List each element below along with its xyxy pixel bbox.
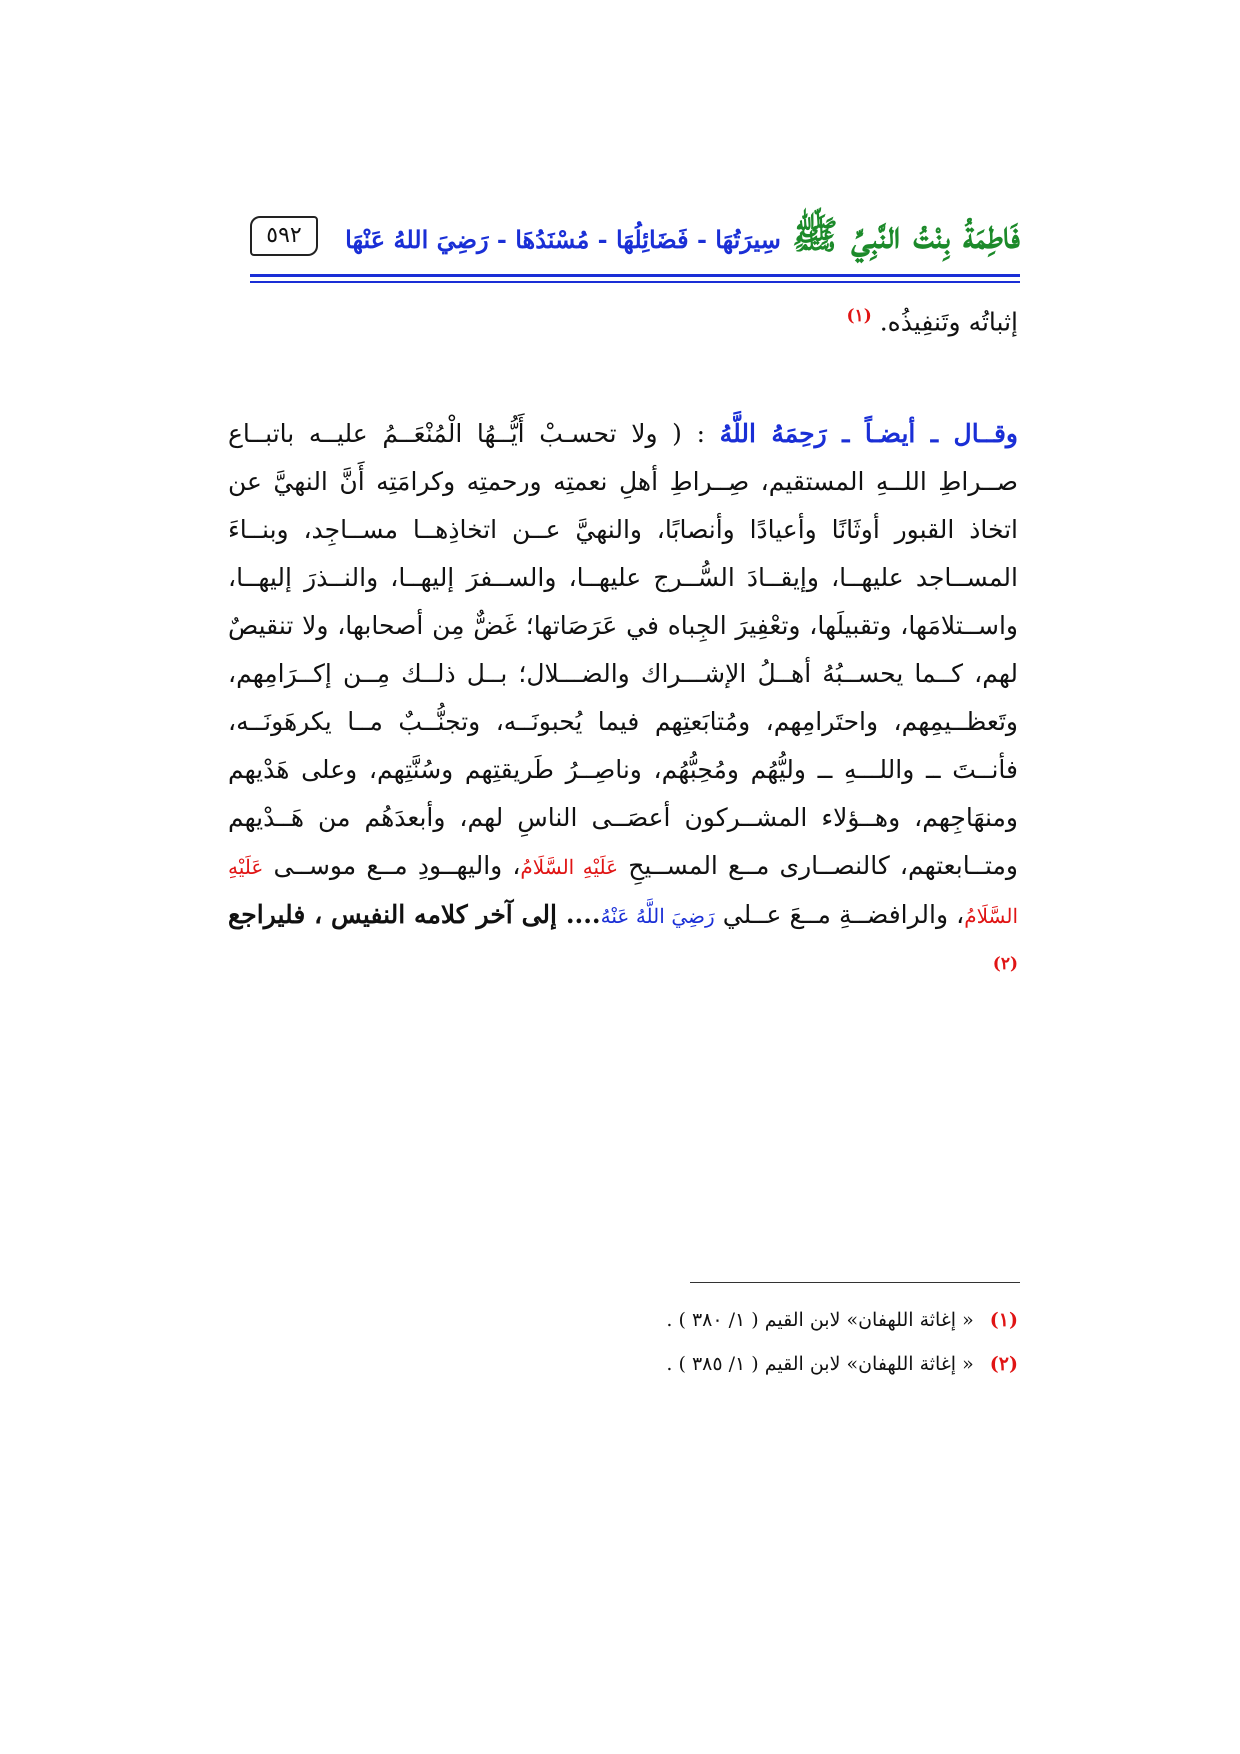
honorific-peace-1: عَلَيْهِ السَّلَامُ xyxy=(520,855,619,880)
running-header xyxy=(250,212,1020,272)
paragraph-1 xyxy=(228,292,1018,346)
footnote-ref-1[interactable]: (١) xyxy=(846,306,872,326)
page-number: ٥٩٢ xyxy=(250,216,318,256)
main-text xyxy=(228,292,1018,995)
footnote-ref-2[interactable]: (٢) xyxy=(992,954,1018,975)
speaker-intro: وقــال ـ أيضـاً ـ رَحِمَهُ اللَّهُ xyxy=(719,419,1018,449)
quote-text-2: ، واليهــودِ مــع موســى xyxy=(273,851,521,881)
honorific-pleased: رَضِيَ اللَّهُ عَنْهُ xyxy=(600,904,715,929)
footnote-2 xyxy=(666,1342,1018,1386)
book-title-main: فَاطِمَةُ بِنْتُ النَّبِيِّ ﷺ xyxy=(792,212,1020,257)
footnote-text: « إغاثة اللهفان» لابن القيم ( ١/ ٣٨٥ ) . xyxy=(666,1353,974,1375)
footnote-number: (١) xyxy=(989,1309,1018,1331)
honorific-peace-2: عَلَيْهِ السَّلَامُ xyxy=(228,855,1018,929)
book-title xyxy=(345,212,1020,267)
quote-text-3: ، والرافضــةِ مــعَ عــلي xyxy=(722,900,965,930)
paragraph-2 xyxy=(228,410,1018,994)
quote-text-1: : ( ولا تحسـبْ أَيُّــهُا الْمُنْعَــمُ عليــه باتبــاع صــراطِ اللــهِ المستقيم، صِــراطِ أهلِ نعمتِه ورحمتِه وكرامَتِه أَنَّ النهيَّ عن اتخاذ القبور أوثَانًا وأعيادًا وأنصابًا، والنهيَّ عــن اتخاذِهــا مســاجِد، وبنــاءَ المســاجد عليهــا، وإيقــادَ السُّــرج عليهــا، والســفرَ إليهــا، والنــذرَ إليهــا، واســتلامَها، وتقبيلَها، وتعْفِيرَ الجِباه في عَرَصَاتها؛ غَضٌّ مِن أصحابها، ولا تنقيصٌ لهم، كــما يحســبُهُ أهــلُ الإشـــراك والضـــلال؛ بــل ذلــك مِــن إكــرَامِهم، وتَعظــيمِهم، واحتَرامِهم، ومُتابَعتِهم فيما يُحبونَــه، وتجنُّــبٌ مــا يكرهَونَــه، فأنــتَ ــ واللـــهِ ــ وليُّهُم ومُحِبُّهُم، وناصِــرُ طَريقتِهم وسُنَّتِهم، وعلى هَدْيهم ومنهَاجِهم، وهــؤلاء المشــركون أعصَــى الناسِ لهم، وأبعدَهُم من هَــدْيهم ومتــابعتهم، كالنصــارى مــع المســيحِ xyxy=(228,419,1018,881)
paragraph-1-text: إثباتُه وتَنفِيذُه. xyxy=(879,307,1018,337)
footnote-1 xyxy=(666,1298,1018,1342)
header-rule-bottom xyxy=(250,281,1020,283)
quote-text-4: .... إلى آخر كلامه النفيس ، فليراجع xyxy=(228,900,601,930)
footnote-number: (٢) xyxy=(989,1353,1018,1375)
footnote-text: « إغاثة اللهفان» لابن القيم ( ١/ ٣٨٠ ) . xyxy=(666,1309,974,1331)
footnotes xyxy=(666,1298,1018,1386)
footnote-separator xyxy=(690,1282,1020,1283)
book-title-subtitle: سِيرَتُهَا - فَضَائِلُهَا - مُسْنَدُهَا - رَضِيَ اللهُ عَنْهَا xyxy=(345,225,781,254)
header-rule-top xyxy=(250,274,1020,277)
